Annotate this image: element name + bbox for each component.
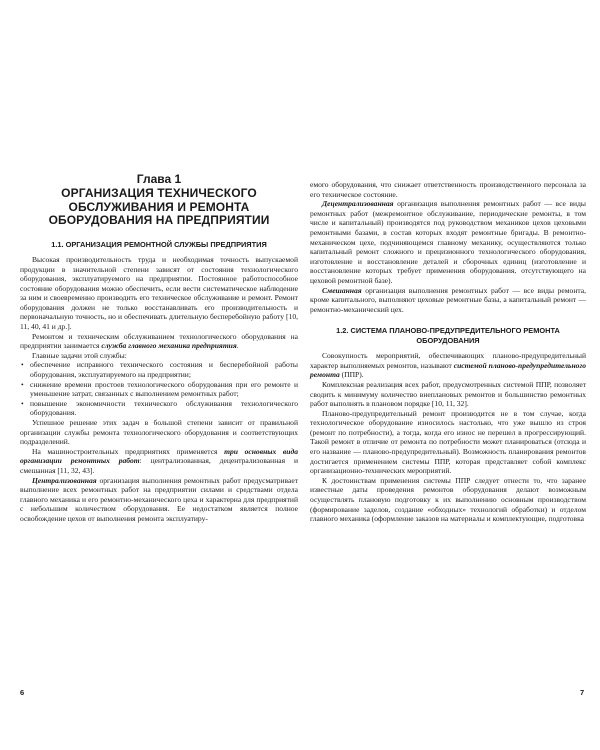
paragraph xyxy=(310,199,586,285)
paragraph xyxy=(20,332,298,351)
paragraph-text: Совокупность мероприятий, обеспечивающих планово-предупредительный характер выполняемых ремонтов, называют xyxy=(310,351,586,370)
chapter-title: ОРГАНИЗАЦИЯ ТЕХНИЧЕСКОГО ОБСЛУЖИВАНИЯ И РЕМОНТА ОБОРУДОВАНИЯ НА ПРЕДПРИЯТИИ xyxy=(48,186,270,227)
emphasis: служба главного механика предприятия xyxy=(101,341,237,351)
paragraph-text: организация выполнения ремонтных работ — все виды ремонтных работ (межремонтное обслуживание, периодические ремонты, в том числе и капитальный) производятся под руководством механиков цехов цеховыми ремонтными базами, в состав которых входят ремонтные бригады. В ремонтно-механическом цехе, подчиняющемся главному механику, осуществляются только капитальный ремонт сложного и прецизионного технологического оборудования, изготовление и восстановление деталей и сборочных единиц (изготовление и восстановление которых требует применения оборудования, отсутствующего на цеховой ремонтной базе). xyxy=(310,199,586,285)
paragraph-text: . xyxy=(236,341,239,351)
paragraph xyxy=(20,447,298,476)
page-number-left: 6 xyxy=(20,688,25,697)
list-item: • снижение времени простоев технологического оборудования при его ремонте и уменьшение затрат, связанных с выполнением ремонтных работ; xyxy=(20,380,298,399)
paragraph: Планово-предупредительный ремонт производится не в том случае, когда технологическое оборудование износилось настолько, что уже вышло из строя (ремонт по потребности), а тогда, когда его износ не перешел в прогрессирующий. Такой ремонт в отличие от ремонта по потребности может планироваться (отсюда и его название — планово-предупредительный). Возможность планирования ремонтов достигается применением системы ППР, которая представляет собой комплекс организационно-технических мероприятий. xyxy=(310,408,586,476)
emphasis: системой планово-предупредительного ремонта xyxy=(310,360,587,380)
emphasis: Смешанная xyxy=(322,285,362,295)
paragraph: Главные задачи этой службы: xyxy=(32,350,127,360)
paragraph: Комплексная реализация всех работ, предусмотренных системой ППР, позволяет сводить к минимуму количество внеплановых ремонтов и большинство ремонтных работ выполнять в плановом порядке [10, 11, 32]. xyxy=(310,379,586,409)
emphasis: три основных вида организации ремонтных работ xyxy=(20,446,298,466)
chapter-heading xyxy=(20,172,298,228)
left-page xyxy=(20,172,298,524)
list-item: • повышение экономичности технического обслуживания технологического оборудования. xyxy=(20,399,298,418)
right-page xyxy=(310,180,586,524)
emphasis: Децентрализованная xyxy=(322,199,394,209)
chapter-number: Глава 1 xyxy=(136,172,182,186)
paragraph xyxy=(20,476,298,524)
paragraph-text: На машиностроительных предприятиях применяется xyxy=(32,446,225,456)
paragraph xyxy=(310,351,586,380)
emphasis: Централизованная xyxy=(32,475,97,485)
section-heading-1-1: 1.1. ОРГАНИЗАЦИЯ РЕМОНТНОЙ СЛУЖБЫ ПРЕДПРИЯТИЯ xyxy=(51,239,267,249)
list-item: • обеспечение исправного технического состояния и бесперебойной работы оборудования, эксплуатируемого на предприятии; xyxy=(20,360,298,379)
paragraph-text: : централизованная, децентрализованная и смешанная [11, 32, 43]. xyxy=(20,456,298,475)
task-list xyxy=(20,360,298,418)
paragraph-text: организация выполнения ремонтных работ — все виды ремонта, кроме капитального, выполняют цеховые ремонтные базы, а капитальный ремонт — ремонтно-механический цех. xyxy=(310,285,586,314)
paragraph-text: (ППР). xyxy=(339,370,364,380)
page-number-right: 7 xyxy=(580,688,585,697)
paragraph-text: организация выполнения ремонтных работ предусматривает выполнение всех ремонтных работ на предприятии силами и средствами отдела главного механика и его ремонтно-механического цеха и характерна для предприятий с небольшим количеством оборудования. Ее недостатком является полное освобождение цехов от выполнения ремонта эксплуатиру- xyxy=(20,475,298,523)
paragraph-text: Ремонтом и техническим обслуживанием технологического оборудования на предприятии занимается xyxy=(20,331,298,351)
paragraph: Высокая производительность труда и необходимая точность выпускаемой продукции в значительной степени зависят от состояния технологического оборудования, эксплуатируемого на предприятии. Постоянное работоспособное состояние оборудования можно обеспечить, если вести систематическое наблюдение за ним и своевременно производить его техническое обслуживание и ремонт. Ремонт оборудования должен не только восстанавливать его производительность и первоначальную точность, но и обеспечивать длительную бесперебойную работу [10, 11, 40, 41 и др.]. xyxy=(20,254,298,332)
paragraph xyxy=(310,286,586,315)
section-heading-1-2: 1.2. СИСТЕМА ПЛАНОВО-ПРЕДУПРЕДИТЕЛЬНОГО РЕМОНТА ОБОРУДОВАНИЯ xyxy=(336,326,560,345)
paragraph: К достоинствам применения системы ППР следует отнести то, что заранее известные даты проведения ремонтов оборудования делают возможным осуществлять плановую подготовку к их выполнению основным производством (формирование заделов, создание «обходных» технологий обработки) и отделом главного механика (оформление заказов на материалы и комплектующие, подготовка xyxy=(310,475,586,524)
paragraph: Успешное решение этих задач в большой степени зависит от правильной организации службы ремонта технологического оборудования и соответствующих подразделений. xyxy=(20,418,298,447)
paragraph: емого оборудования, что снижает ответственность производственного персонала за его техническое состояние. xyxy=(310,180,586,199)
